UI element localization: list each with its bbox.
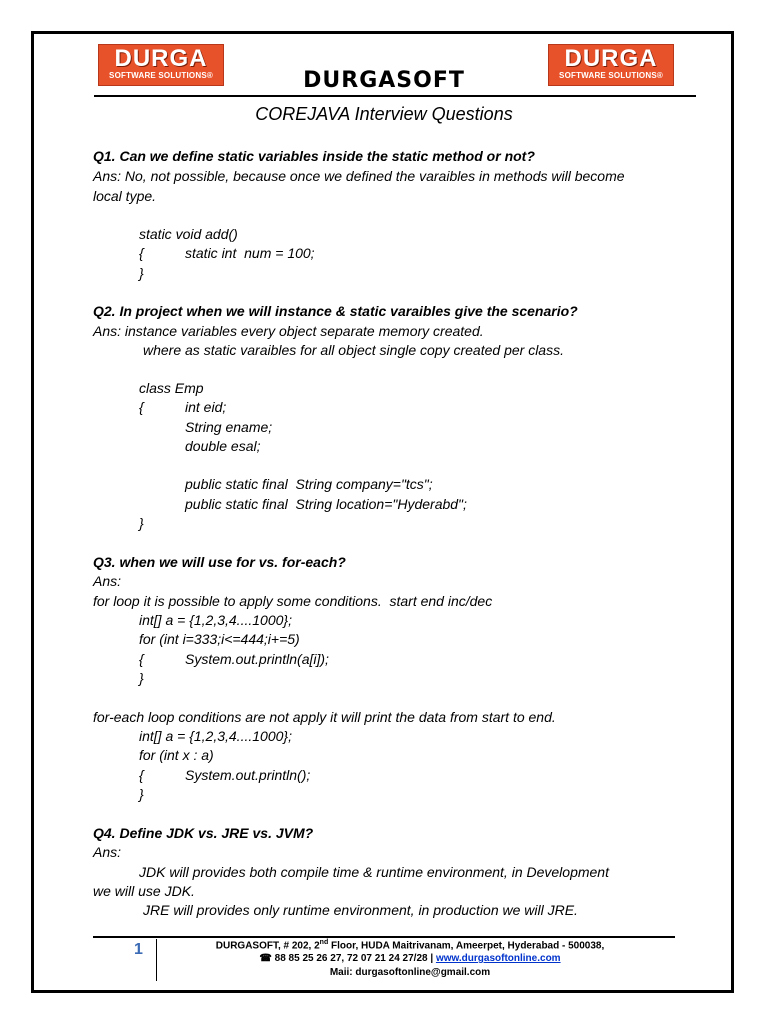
code-line: public static final String company="tcs"; bbox=[185, 476, 433, 492]
code-line: static int num = 100; bbox=[185, 245, 315, 261]
code-line: } bbox=[139, 786, 144, 802]
phone-numbers: ☎ 88 85 25 26 27, 72 07 21 24 27/28 | bbox=[259, 953, 434, 964]
address-part: Floor, HUDA Maitrivanam, Ameerpet, Hyderabad - 500038, bbox=[328, 940, 605, 952]
code-line: System.out.println(a[i]); bbox=[185, 651, 329, 667]
page-number: 1 bbox=[134, 941, 143, 958]
code-line: int eid; bbox=[185, 399, 227, 415]
code-line: int[] a = {1,2,3,4....1000}; bbox=[139, 728, 292, 744]
header-divider bbox=[94, 95, 696, 97]
footer-divider bbox=[93, 936, 675, 938]
code-line: System.out.println(); bbox=[185, 767, 311, 783]
answer-line: we will use JDK. bbox=[93, 883, 195, 899]
answer-line: Ans: instance variables every object separate memory created. bbox=[93, 323, 484, 339]
address-part: DURGASOFT, # 202, 2 bbox=[215, 940, 320, 952]
logo-text: DURGA bbox=[564, 45, 658, 72]
brand-title: DURGASOFT bbox=[303, 68, 465, 93]
answer-line: Ans: bbox=[93, 573, 122, 589]
question-q3: Q3. when we will use for vs. for-each? bbox=[93, 554, 346, 570]
answer-line: Ans: bbox=[93, 844, 122, 860]
answer-line: JDK will provides both compile time & runtime environment, in Development bbox=[139, 864, 609, 880]
code-line: { bbox=[139, 651, 144, 667]
answer-line: JRE will provides only runtime environment, in production we will JRE. bbox=[143, 902, 578, 918]
code-line: { bbox=[139, 245, 144, 261]
logo-subtext: SOFTWARE SOLUTIONS® bbox=[559, 71, 663, 80]
code-line: { bbox=[139, 399, 144, 415]
page-number-divider bbox=[156, 939, 157, 981]
website-link[interactable]: www.durgasoftonline.com bbox=[435, 953, 561, 964]
page-subtitle: COREJAVA Interview Questions bbox=[255, 104, 513, 124]
code-line: } bbox=[139, 670, 144, 686]
question-q1: Q1. Can we define static variables inside the static method or not? bbox=[93, 148, 535, 164]
question-q2: Q2. In project when we will instance & static varaibles give the scenario? bbox=[93, 303, 578, 319]
code-line: double esal; bbox=[185, 438, 261, 454]
logo-text: DURGA bbox=[114, 45, 208, 72]
code-line: class Emp bbox=[139, 380, 204, 396]
answer-line: for loop it is possible to apply some conditions. start end inc/dec bbox=[93, 593, 493, 609]
code-line: String ename; bbox=[185, 419, 273, 435]
code-line: for (int i=333;i<=444;i+=5) bbox=[139, 631, 300, 647]
footer-address bbox=[160, 939, 660, 951]
code-line: } bbox=[139, 515, 144, 531]
code-line: } bbox=[139, 265, 144, 281]
code-line: int[] a = {1,2,3,4....1000}; bbox=[139, 612, 292, 628]
footer-mail: Maii: durgasoftonline@gmail.com bbox=[329, 967, 491, 978]
answer-line: for-each loop conditions are not apply it will print the data from start to end. bbox=[93, 709, 556, 725]
logo-subtext: SOFTWARE SOLUTIONS® bbox=[109, 71, 213, 80]
footer-contact bbox=[160, 953, 660, 964]
question-q4: Q4. Define JDK vs. JRE vs. JVM? bbox=[93, 825, 314, 841]
code-line: for (int x : a) bbox=[139, 747, 214, 763]
address-superscript: nd bbox=[319, 939, 329, 946]
answer-line: where as static varaibles for all object single copy created per class. bbox=[143, 342, 564, 358]
code-line: { bbox=[139, 767, 144, 783]
answer-line: local type. bbox=[93, 188, 157, 204]
answer-line: Ans: No, not possible, because once we defined the varaibles in methods will become bbox=[93, 168, 625, 184]
code-line: static void add() bbox=[139, 226, 238, 242]
code-line: public static final String location="Hyderabd"; bbox=[185, 496, 467, 512]
